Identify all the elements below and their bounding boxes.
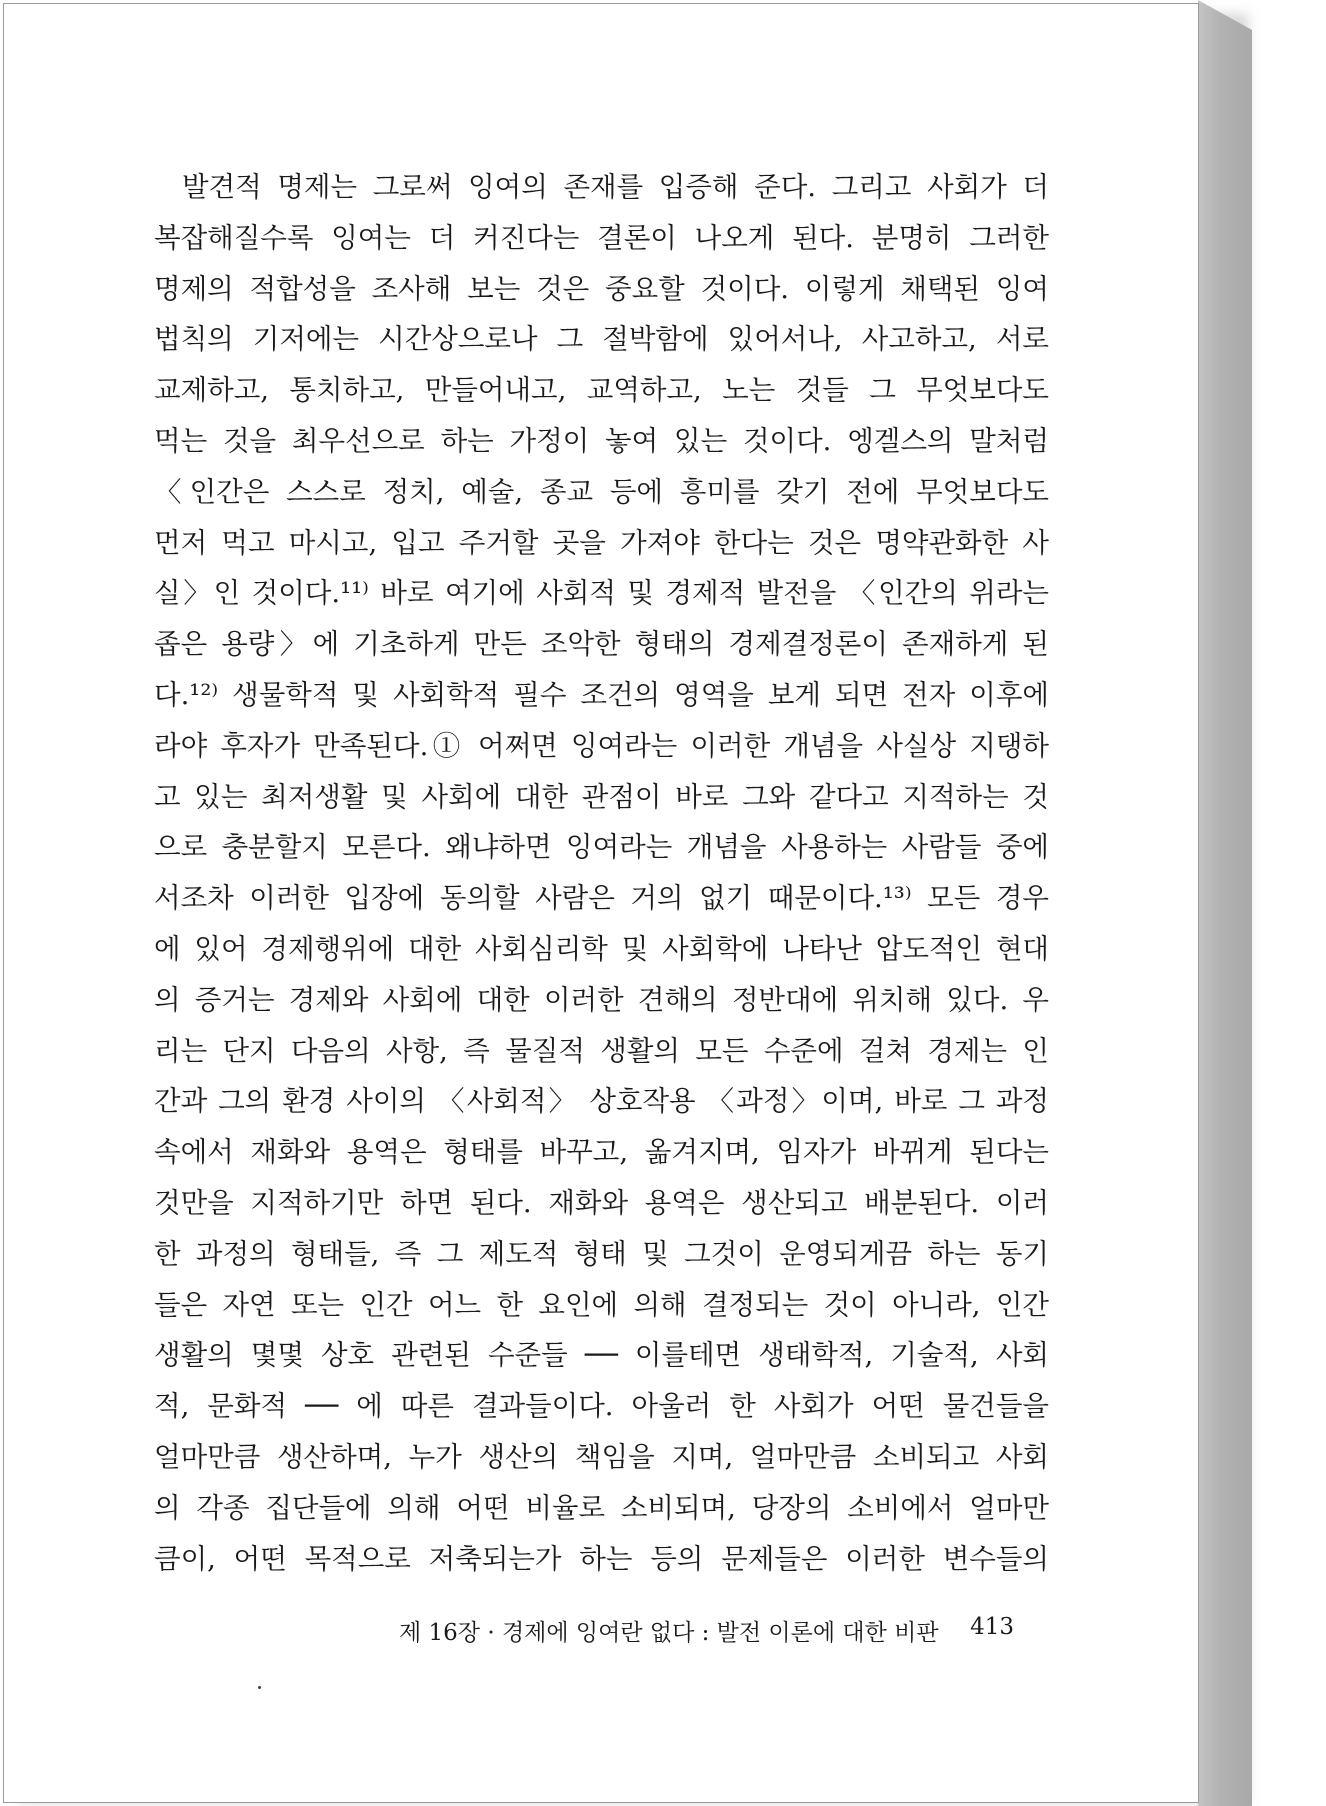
text-line: 적, 문화적 ── 에 따른 결과들이다. 아울러 한 사회가 어떤 물건들을	[154, 1390, 1049, 1423]
text-line: 한 과정의 형태들, 즉 그 제도적 형태 및 그것이 운영되게끔 하는 동기	[154, 1237, 1049, 1270]
book-page	[3, 3, 1199, 1803]
text-line: 것만을 지적하기만 하면 된다. 재화와 용역은 생산되고 배분된다. 이러	[154, 1186, 1049, 1219]
text-line: 으로 충분할지 모른다. 왜냐하면 잉여라는 개념을 사용하는 사람들 중에	[154, 831, 1049, 864]
text-line: 의 증거는 경제와 사회에 대한 이러한 견해의 정반대에 위치해 있다. 우	[154, 983, 1049, 1016]
text-line: 교제하고, 통치하고, 만들어내고, 교역하고, 노는 것들 그 무엇보다도	[154, 374, 1049, 407]
text-line: 먹는 것을 최우선으로 하는 가정이 놓여 있는 것이다. 엥겔스의 말처럼	[154, 424, 1049, 457]
text-line: 에 있어 경제행위에 대한 사회심리학 및 사회학에 나타난 압도적인 현대	[154, 932, 1049, 965]
text-line: 생활의 몇몇 상호 관련된 수준들 ── 이를테면 생태학적, 기술적, 사회	[154, 1339, 1049, 1372]
page-number: 413	[970, 1614, 1014, 1640]
text-line: 좁은 용량〉에 기초하게 만든 조악한 형태의 경제결정론이 존재하게 된	[154, 628, 1049, 661]
text-line: 〈인간은 스스로 정치, 예술, 종교 등에 흥미를 갖기 전에 무엇보다도	[154, 475, 1049, 508]
text-line: 의 각종 집단들에 의해 어떤 비율로 소비되며, 당장의 소비에서 얼마만	[154, 1491, 1049, 1524]
scan-speck	[258, 1686, 261, 1689]
text-line: 먼저 먹고 마시고, 입고 주거할 곳을 가져야 한다는 것은 명약관화한 사	[154, 526, 1049, 559]
text-line: 라야 후자가 만족된다.① 어쩌면 잉여라는 이러한 개념을 사실상 지탱하	[154, 729, 1049, 762]
page-stack-edge	[1198, 0, 1252, 1806]
text-line: 고 있는 최저생활 및 사회에 대한 관점이 바로 그와 같다고 지적하는 것	[154, 780, 1049, 813]
text-line: 법칙의 기저에는 시간상으로나 그 절박함에 있어서나, 사고하고, 서로	[154, 323, 1049, 356]
text-line: 실〉인 것이다.¹¹⁾ 바로 여기에 사회적 및 경제적 발전을 〈인간의 위라는	[154, 577, 1049, 610]
text-line: 명제의 적합성을 조사해 보는 것은 중요할 것이다. 이렇게 채택된 잉여	[154, 272, 1049, 305]
running-footer	[399, 1614, 1014, 1647]
text-line: 리는 단지 다음의 사항, 즉 물질적 생활의 모든 수준에 걸쳐 경제는 인	[154, 1034, 1049, 1067]
body-text	[154, 162, 1049, 1584]
text-line: 서조차 이러한 입장에 동의할 사람은 거의 없기 때문이다.¹³⁾ 모든 경우	[154, 882, 1049, 915]
text-line: 발견적 명제는 그로써 잉여의 존재를 입증해 준다. 그리고 사회가 더	[182, 171, 1049, 203]
chapter-title: 제 16장 · 경제에 잉여란 없다 : 발전 이론에 대한 비판	[399, 1620, 939, 1646]
text-line: 속에서 재화와 용역은 형태를 바꾸고, 옮겨지며, 임자가 바뀌게 된다는	[154, 1136, 1049, 1169]
text-line: 들은 자연 또는 인간 어느 한 요인에 의해 결정되는 것이 아니라, 인간	[154, 1288, 1049, 1321]
text-line: 얼마만큼 생산하며, 누가 생산의 책임을 지며, 얼마만큼 소비되고 사회	[154, 1440, 1049, 1473]
text-line: 복잡해질수록 잉여는 더 커진다는 결론이 나오게 된다. 분명히 그러한	[154, 221, 1049, 254]
text-line: 큼이, 어떤 목적으로 저축되는가 하는 등의 문제들은 이러한 변수들의	[154, 1542, 1049, 1575]
text-line: 간과 그의 환경 사이의 〈사회적〉 상호작용 〈과정〉이며, 바로 그 과정	[154, 1085, 1049, 1118]
text-line: 다.¹²⁾ 생물학적 및 사회학적 필수 조건의 영역을 보게 되면 전자 이후에	[154, 678, 1049, 711]
